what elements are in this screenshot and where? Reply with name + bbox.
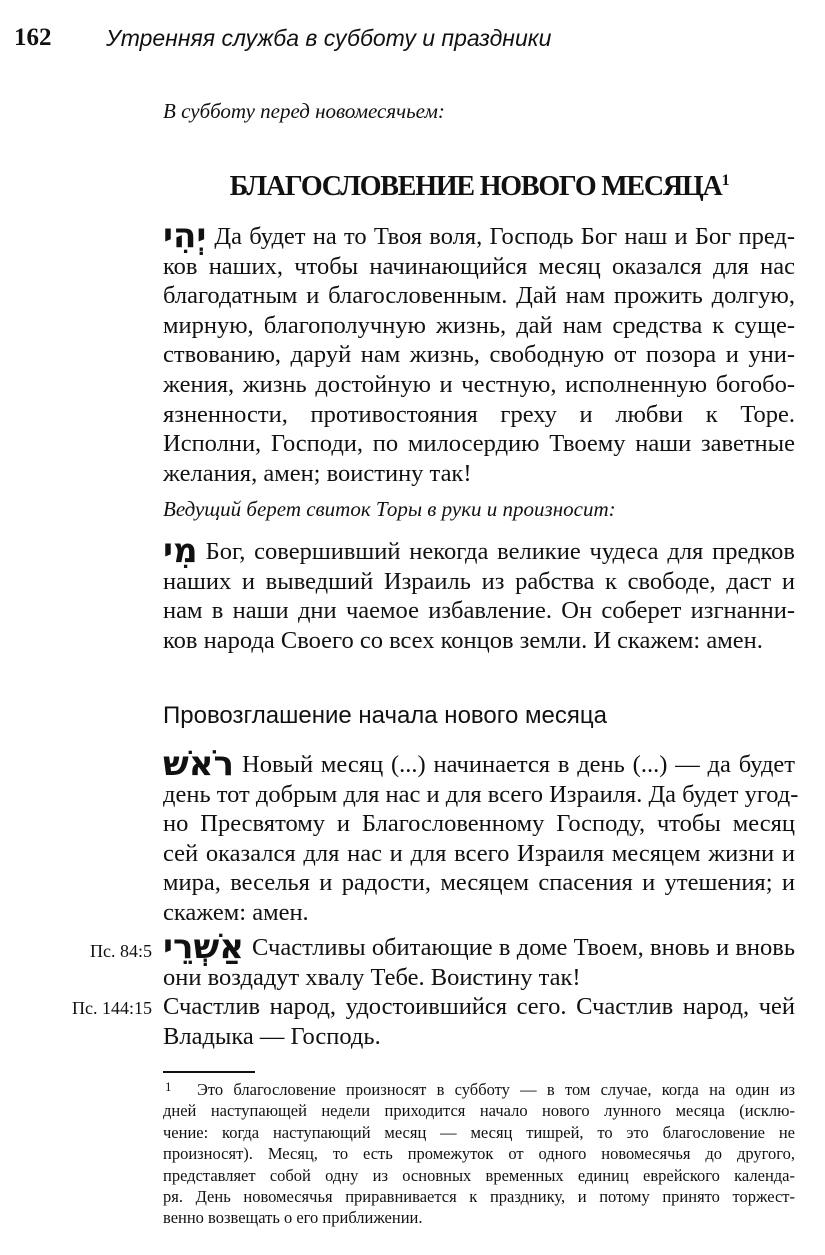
text-line: Исполни, Господи, по милосердию Твоему наши заветные [163,430,795,458]
text-line: мира, веселья и радости, месяцем спасения и утешения; и [163,869,795,897]
footnote-reference: 1 [721,172,729,189]
subheading: Провозглашение начала нового месяца [163,702,607,729]
text-line: אַשְׁרֵי Счастливы обитающие в доме Твоем, вновь и вновь [163,927,795,967]
hebrew-initial-word: יְהִי [163,216,207,256]
text-line: мирную, благополучную жизнь, дай нам средства к суще- [163,311,795,339]
footnote-divider [163,1071,255,1073]
blessing-paragraph [163,216,795,488]
psalm-144-paragraph [163,992,795,1051]
text-line: скажем: амен. [163,898,309,926]
text-line: желания, амен; воистину так! [163,459,472,487]
footnote-line: дней наступающей недели приходится начало нового лунного месяца (исклю- [163,1101,795,1121]
text-line: но Пресвятому и Благословенному Господу, чтобы месяц [163,810,795,838]
text-line: благодатным и благословенным. Дай нам прожить долгую, [163,282,795,310]
hebrew-initial-word: מִי [163,531,198,571]
hebrew-initial-word: אַשְׁרֵי [163,927,245,967]
section-title-text: БЛАГОСЛОВЕНИЕ НОВОГО МЕСЯЦА [229,171,722,202]
text-line: жения, жизнь достойную и честную, исполненную богобо- [163,370,795,398]
footnote-line: Это благословение произносят в субботу — в том случае, когда на один из [197,1080,795,1099]
psalm-reference: Пс. 144:15 [72,998,152,1018]
text-line: רֹאשׁ Новый месяц (...) начинается в день (...) — да будет [163,744,795,784]
running-title: Утренняя служба в субботу и праздники [106,25,552,51]
footnote-line: ря. День новомесячья приравнивается к празднику, и потому принято торжест- [163,1187,795,1207]
text-line: сей оказался для нас и для всего Израиля месяцем жизни и [163,839,795,867]
text-line: нам в наши дни чаемое избавление. Он соберет изгнанни- [163,597,795,625]
text-line: наших и выведший Израиль из рабства к свободе, даст и [163,567,795,595]
text-line: ствованию, даруй нам жизнь, свободную от позора и уни- [163,341,795,369]
instruction-before-new-month: В субботу перед новомесячьем: [163,99,445,123]
footnote-line: чение: когда наступающий месяц — месяц тишрей, то это благословение не [163,1122,795,1142]
mi-paragraph [163,531,795,655]
text-line: день тот добрым для нас и для всего Израиля. Да будет угод- [163,780,799,808]
footnote-line: венно возвещать о его приближении. [163,1208,423,1228]
text-line: מִי Бог, совершивший некогда великие чудеса для предков [163,531,795,571]
section-title [163,170,795,204]
instruction-torah-scroll: Ведущий берет свиток Торы в руки и произносит: [163,497,616,521]
ashrei-paragraph [163,927,795,992]
footnote [163,1079,795,1229]
running-head [14,24,805,58]
rosh-paragraph [163,744,799,928]
footnote-marker: 1 [165,1079,172,1094]
text-line: язненности, противостояния греху и любви к Торе. [163,400,795,428]
text-line: Владыка — Господь. [163,1022,381,1050]
text-line: יְהִי Да будет на то Твоя воля, Господь Бог наш и Бог пред- [163,216,795,256]
footnote-line: произносят). Месяц, то есть промежуток от одного новомесячья до другого, [163,1144,795,1164]
text-line: ков народа Своего со всех концов земли. И скажем: амен. [163,626,763,654]
hebrew-initial-word: רֹאשׁ [163,744,235,784]
text-line: они воздадут хвалу Тебе. Воистину так! [163,963,581,991]
text-line: ков наших, чтобы начинающийся месяц оказался для нас [163,252,795,280]
footnote-line: представляет собой одну из основных временных единиц еврейского календа- [163,1165,795,1185]
text-line: Счастлив народ, удостоившийся сего. Счастлив народ, чей [163,993,795,1020]
psalm-reference: Пс. 84:5 [90,941,152,961]
page-number: 162 [14,24,52,51]
